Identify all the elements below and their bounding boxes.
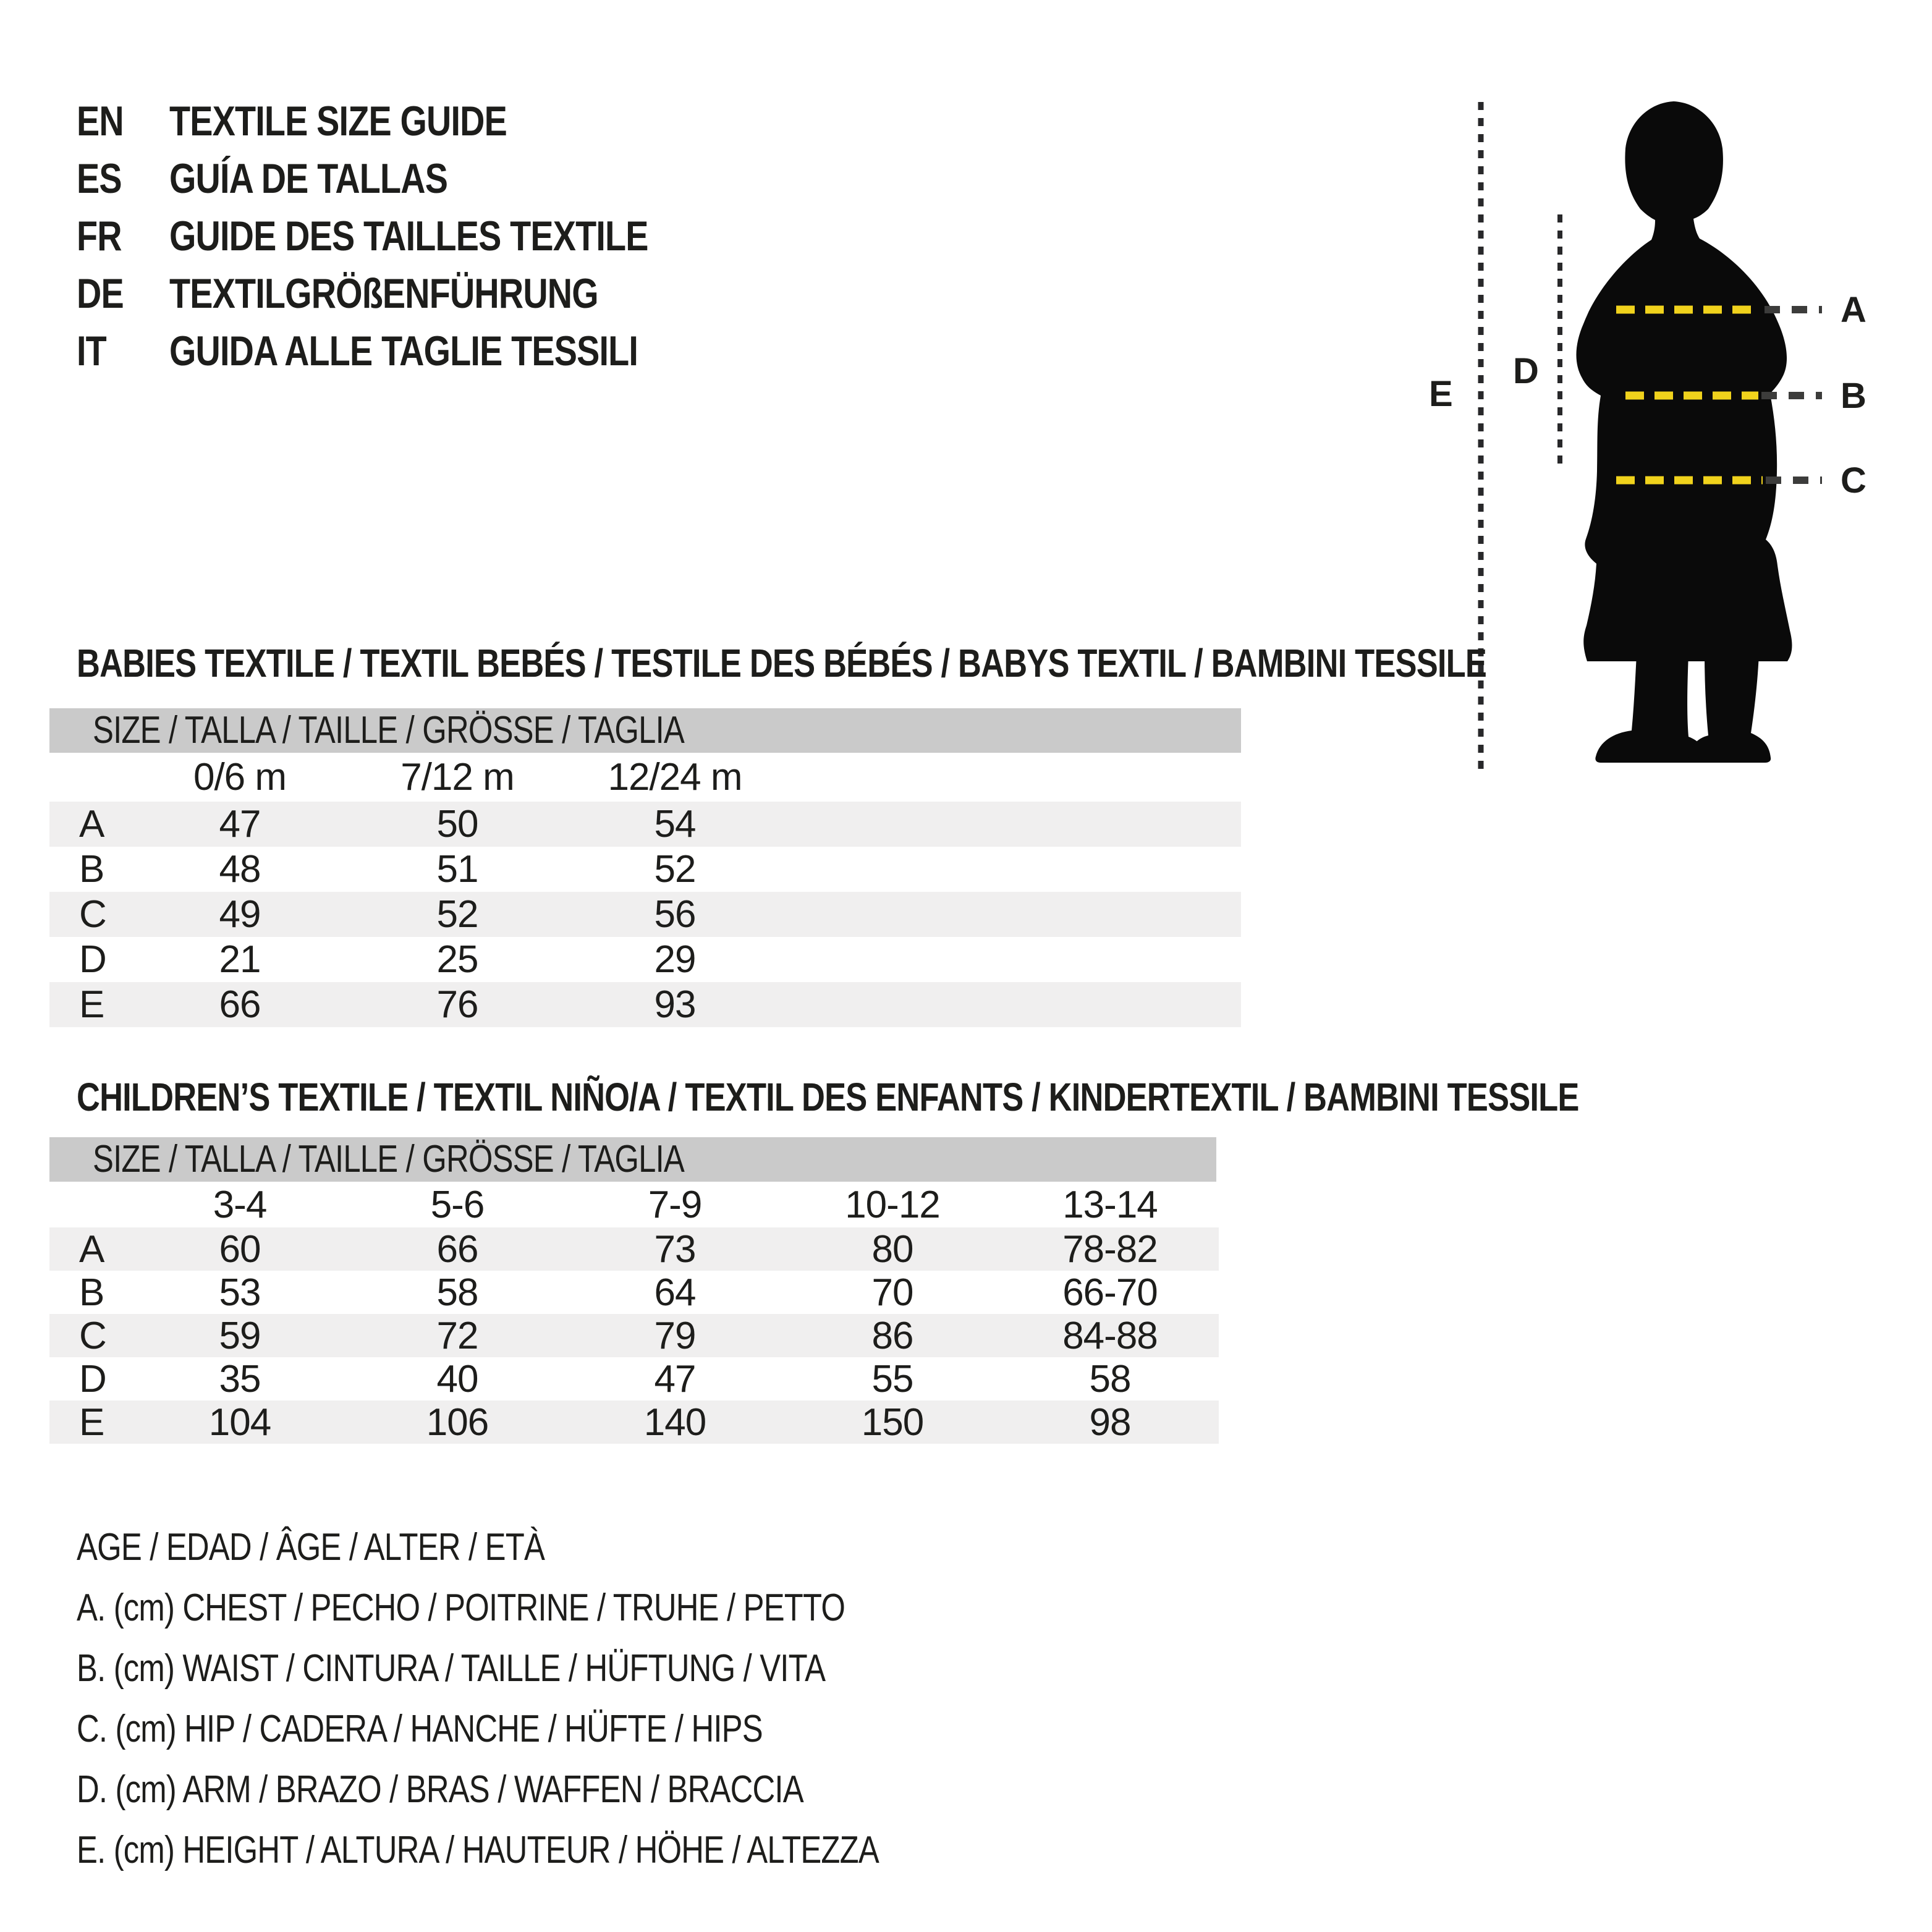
- children-col-7-9: 7-9: [648, 1183, 702, 1226]
- cell: 66: [219, 983, 261, 1026]
- lang-row-it: [77, 323, 753, 380]
- cell: 52: [654, 848, 696, 891]
- row-label: B: [79, 1271, 104, 1314]
- cell: 49: [219, 893, 261, 936]
- babies-size-header-text: SIZE / TALLA / TAILLE / GRÖSSE / TAGLIA: [93, 709, 684, 752]
- cell: 73: [654, 1228, 696, 1271]
- table-row: [49, 1357, 1219, 1400]
- children-col-10-12: 10-12: [845, 1183, 940, 1226]
- cell: 140: [643, 1401, 706, 1444]
- babies-size-header-band: [49, 708, 1241, 753]
- legend-age-text: AGE / EDAD / ÂGE / ALTER / ETÀ: [77, 1526, 545, 1569]
- table-row: [49, 847, 1241, 892]
- children-col-5-6: 5-6: [430, 1183, 485, 1226]
- lang-row-de: [77, 265, 753, 323]
- cell: 60: [219, 1228, 261, 1271]
- cell: 93: [654, 983, 696, 1026]
- babies-col-0-6m: 0/6 m: [193, 756, 287, 799]
- table-row: [49, 892, 1241, 937]
- table-row: [49, 1271, 1219, 1314]
- children-size-table: [49, 1182, 1219, 1444]
- cell: 58: [436, 1271, 478, 1314]
- cell: 59: [219, 1315, 261, 1357]
- legend-age: [77, 1517, 1055, 1578]
- table-row: [49, 802, 1241, 847]
- cell: 54: [654, 803, 696, 845]
- legend-hip: [77, 1699, 1055, 1760]
- cell: 72: [436, 1315, 478, 1357]
- cell: 86: [871, 1315, 913, 1357]
- cell: 48: [219, 848, 261, 891]
- cell: 76: [436, 983, 478, 1026]
- legend-arm: [77, 1760, 1055, 1820]
- row-label: A: [79, 1228, 104, 1271]
- row-label: D: [79, 1358, 106, 1400]
- lang-code: EN: [77, 98, 124, 145]
- row-label: E: [79, 983, 104, 1026]
- guide-title-en: TEXTILE SIZE GUIDE: [169, 98, 507, 145]
- babies-column-header-row: [49, 753, 1241, 802]
- legend-arm-text: D. (cm) ARM / BRAZO / BRAS / WAFFEN / BRACCIA: [77, 1768, 803, 1811]
- legend-height: [77, 1820, 1055, 1881]
- lang-code: IT: [77, 328, 106, 375]
- cell: 64: [654, 1271, 696, 1314]
- cell: 55: [871, 1358, 913, 1400]
- lang-code: ES: [77, 155, 122, 202]
- babies-col-7-12m: 7/12 m: [400, 756, 514, 799]
- babies-section-title: [77, 643, 1796, 684]
- cell: 98: [1089, 1401, 1131, 1444]
- figure-label-d: D: [1513, 351, 1538, 391]
- cell: 78-82: [1062, 1228, 1158, 1271]
- cell: 47: [654, 1358, 696, 1400]
- cell: 58: [1089, 1358, 1131, 1400]
- row-label: A: [79, 803, 104, 845]
- babies-section-title-text: BABIES TEXTILE / TEXTIL BEBÉS / TESTILE DES BÉBÉS / BABYS TEXTIL / BAMBINI TESSILE: [77, 641, 1487, 685]
- children-section-title-text: CHILDREN’S TEXTILE / TEXTIL NIÑO/A / TEXTIL DES ENFANTS / KINDERTEXTIL / BAMBINI TESSILE: [77, 1075, 1579, 1119]
- children-size-header-band: [49, 1137, 1216, 1182]
- babies-size-table: [49, 753, 1241, 1027]
- children-column-header-row: [49, 1182, 1219, 1227]
- cell: 40: [436, 1358, 478, 1400]
- guide-title-it: GUIDA ALLE TAGLIE TESSILI: [169, 328, 638, 375]
- cell: 21: [219, 938, 261, 981]
- children-col-3-4: 3-4: [213, 1183, 267, 1226]
- children-size-header-text: SIZE / TALLA / TAILLE / GRÖSSE / TAGLIA: [93, 1138, 684, 1180]
- legend-chest-text: A. (cm) CHEST / PECHO / POITRINE / TRUHE / PETTO: [77, 1587, 845, 1629]
- guide-title-de: TEXTILGRÖßENFÜHRUNG: [169, 270, 598, 317]
- legend-hip-text: C. (cm) HIP / CADERA / HANCHE / HÜFTE / HIPS: [77, 1708, 763, 1750]
- cell: 106: [426, 1401, 489, 1444]
- cell: 51: [436, 848, 478, 891]
- cell: 47: [219, 803, 261, 845]
- cell: 56: [654, 893, 696, 936]
- children-col-13-14: 13-14: [1062, 1183, 1158, 1226]
- cell: 53: [219, 1271, 261, 1314]
- cell: 104: [208, 1401, 271, 1444]
- legend-waist-text: B. (cm) WAIST / CINTURA / TAILLE / HÜFTUNG / VITA: [77, 1647, 826, 1690]
- figure-label-e: E: [1429, 374, 1452, 414]
- row-label: C: [79, 1315, 106, 1357]
- legend-height-text: E. (cm) HEIGHT / ALTURA / HAUTEUR / HÖHE / ALTEZZA: [77, 1829, 879, 1871]
- table-row: [49, 1400, 1219, 1444]
- figure-label-b: B: [1841, 376, 1866, 416]
- measurement-legend: [77, 1517, 1055, 1881]
- row-label: B: [79, 848, 104, 891]
- table-row: [49, 1227, 1219, 1271]
- language-header: [77, 93, 753, 380]
- figure-label-a: A: [1841, 290, 1866, 330]
- cell: 79: [654, 1315, 696, 1357]
- cell: 84-88: [1062, 1315, 1158, 1357]
- row-label: E: [79, 1401, 104, 1444]
- cell: 25: [436, 938, 478, 981]
- lang-row-es: [77, 150, 753, 208]
- lang-row-fr: [77, 208, 753, 265]
- cell: 29: [654, 938, 696, 981]
- guide-title-es: GUÍA DE TALLAS: [169, 155, 448, 202]
- table-row: [49, 982, 1241, 1027]
- cell: 150: [861, 1401, 924, 1444]
- cell: 50: [436, 803, 478, 845]
- babies-col-12-24m: 12/24 m: [608, 756, 742, 799]
- cell: 52: [436, 893, 478, 936]
- legend-chest: [77, 1578, 1055, 1638]
- children-section-title: [77, 1077, 1909, 1117]
- table-row: [49, 937, 1241, 982]
- cell: 80: [871, 1228, 913, 1271]
- cell: 35: [219, 1358, 261, 1400]
- table-row: [49, 1314, 1219, 1357]
- legend-waist: [77, 1638, 1055, 1699]
- row-label: C: [79, 893, 106, 936]
- figure-label-c: C: [1841, 460, 1866, 501]
- cell: 66: [436, 1228, 478, 1271]
- row-label: D: [79, 938, 106, 981]
- lang-code: DE: [77, 270, 124, 317]
- lang-row-en: [77, 93, 753, 150]
- guide-title-fr: GUIDE DES TAILLES TEXTILE: [169, 213, 648, 260]
- cell: 70: [871, 1271, 913, 1314]
- cell: 66-70: [1062, 1271, 1158, 1314]
- lang-code: FR: [77, 213, 122, 260]
